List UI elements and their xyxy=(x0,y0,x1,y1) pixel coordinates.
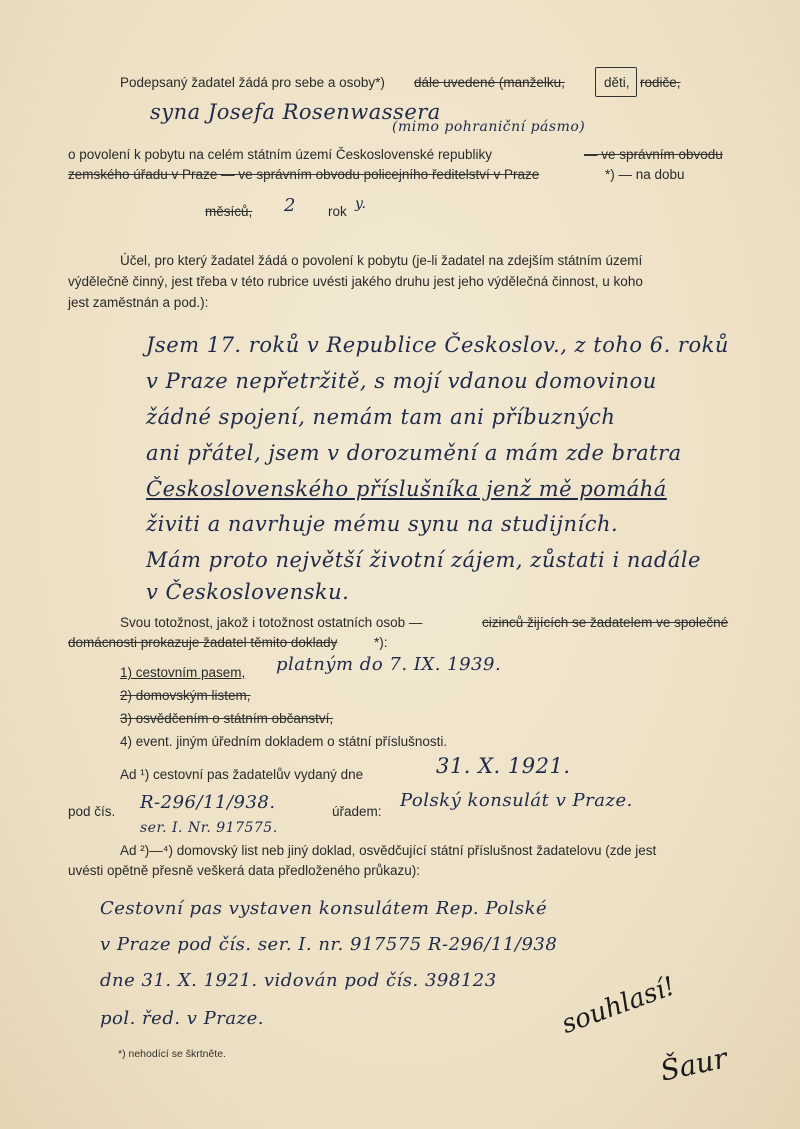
handwritten-number-2: ser. I. Nr. 917575. xyxy=(140,820,278,836)
years-label: rok xyxy=(328,204,347,219)
handwritten-purpose-1: Jsem 17. roků v Republice Českoslov., z toho 6. roků xyxy=(146,333,729,357)
handwritten-purpose-5: Československého příslušníka jenž mě pomáhá xyxy=(146,477,667,501)
purpose-line-1: Účel, pro který žadatel žádá o povolení k pobytu (je-li žadatel na zdejším státním území xyxy=(120,253,643,268)
option-domicile: 2) domovským listem, xyxy=(120,688,251,703)
handwritten-son: syna Josefa Rosenwassera xyxy=(150,100,441,124)
handwritten-issue-date: 31. X. 1921. xyxy=(436,754,571,778)
identity-struck-2: domácnosti prokazuje žadatel těmito doklady xyxy=(68,635,338,650)
number-label: pod čís. xyxy=(68,804,116,819)
purpose-line-3: jest zaměstnán a pod.): xyxy=(68,295,209,310)
handwritten-years-number: 2 xyxy=(284,195,296,216)
ad2-line-2: uvésti opětně přesně veškerá data předloženého průkazu): xyxy=(68,863,420,878)
handwritten-valid: platným do 7. IX. 1939. xyxy=(276,654,502,675)
intro-text: Podepsaný žadatel žádá pro sebe a osoby*) xyxy=(120,75,385,90)
purpose-line-2: výdělečně činný, jest třeba v této rubrice uvésti jakého druhu jest jeho výdělečná činnost, u koho xyxy=(68,274,643,289)
intro-children: děti, xyxy=(604,75,630,90)
duration-label: *) — na dobu xyxy=(605,167,685,182)
signature-approval: souhlasí! xyxy=(557,971,680,1040)
ad1-label: Ad ¹) cestovní pas žadatelův vydaný dne xyxy=(120,767,364,782)
identity-struck-1: cizinců žijících se žadatelem ve společné xyxy=(482,615,729,630)
option-passport-label: 1) cestovním pasem, xyxy=(120,665,246,680)
ad2-line-1: Ad ²)—⁴) domovský list neb jiný doklad, osvědčující státní příslušnost žadatelovu (zde jest xyxy=(120,843,657,858)
handwritten-zone: (mimo pohraniční pásmo) xyxy=(392,119,586,135)
struck-office: zemského úřadu v Praze — ve správním obvodu policejního ředitelství v Praze xyxy=(68,167,540,182)
handwritten-purpose-7: Mám proto největší životní zájem, zůstati i nadále xyxy=(146,548,701,572)
months-struck: měsíců, xyxy=(205,204,253,219)
handwritten-purpose-2: v Praze nepřetržitě, s mojí vdanou domovinou xyxy=(146,369,657,393)
identity-line-2: *): xyxy=(374,635,388,650)
handwritten-purpose-8: v Československu. xyxy=(146,580,350,604)
handwritten-purpose-4: ani přátel, jsem v dorozumění a mám zde bratra xyxy=(146,441,682,465)
permit-text: o povolení k pobytu na celém státním území Československé republiky xyxy=(68,147,492,162)
struck-district: — ve správním obvodu xyxy=(584,147,723,162)
handwritten-number-1: R-296/11/938. xyxy=(140,792,276,813)
handwritten-purpose-3: žádné spojení, nemám tam ani příbuzných xyxy=(146,405,616,429)
handwritten-doc-3: dne 31. X. 1921. vidován pod čís. 398123 xyxy=(100,970,497,991)
identity-line-1: Svou totožnost, jakož i totožnost ostatních osob — xyxy=(120,615,423,630)
option-citizenship: 3) osvědčením o státním občanství, xyxy=(120,711,334,726)
handwritten-doc-1: Cestovní pas vystaven konsulátem Rep. Polské xyxy=(100,898,548,919)
handwritten-office: Polský konsulát v Praze. xyxy=(400,790,633,811)
footnote: *) nehodící se škrtněte. xyxy=(118,1048,226,1060)
handwritten-purpose-6: živiti a navrhuje mému synu na studijních. xyxy=(146,512,619,536)
option-passport xyxy=(120,665,245,681)
handwritten-doc-2: v Praze pod čís. ser. I. nr. 917575 R-296/11/938 xyxy=(100,934,558,955)
intro-struck-spouse: dále uvedené (manželku, xyxy=(414,75,565,90)
office-label: úřadem: xyxy=(332,804,382,819)
handwritten-years-suffix: y. xyxy=(355,196,367,212)
handwritten-doc-4: pol. řed. v Praze. xyxy=(100,1008,264,1029)
intro-struck-parents: rodiče, xyxy=(640,75,681,90)
signature-name: Šaur xyxy=(657,1041,730,1088)
option-other: 4) event. jiným úředním dokladem o státní příslušnosti. xyxy=(120,734,448,749)
